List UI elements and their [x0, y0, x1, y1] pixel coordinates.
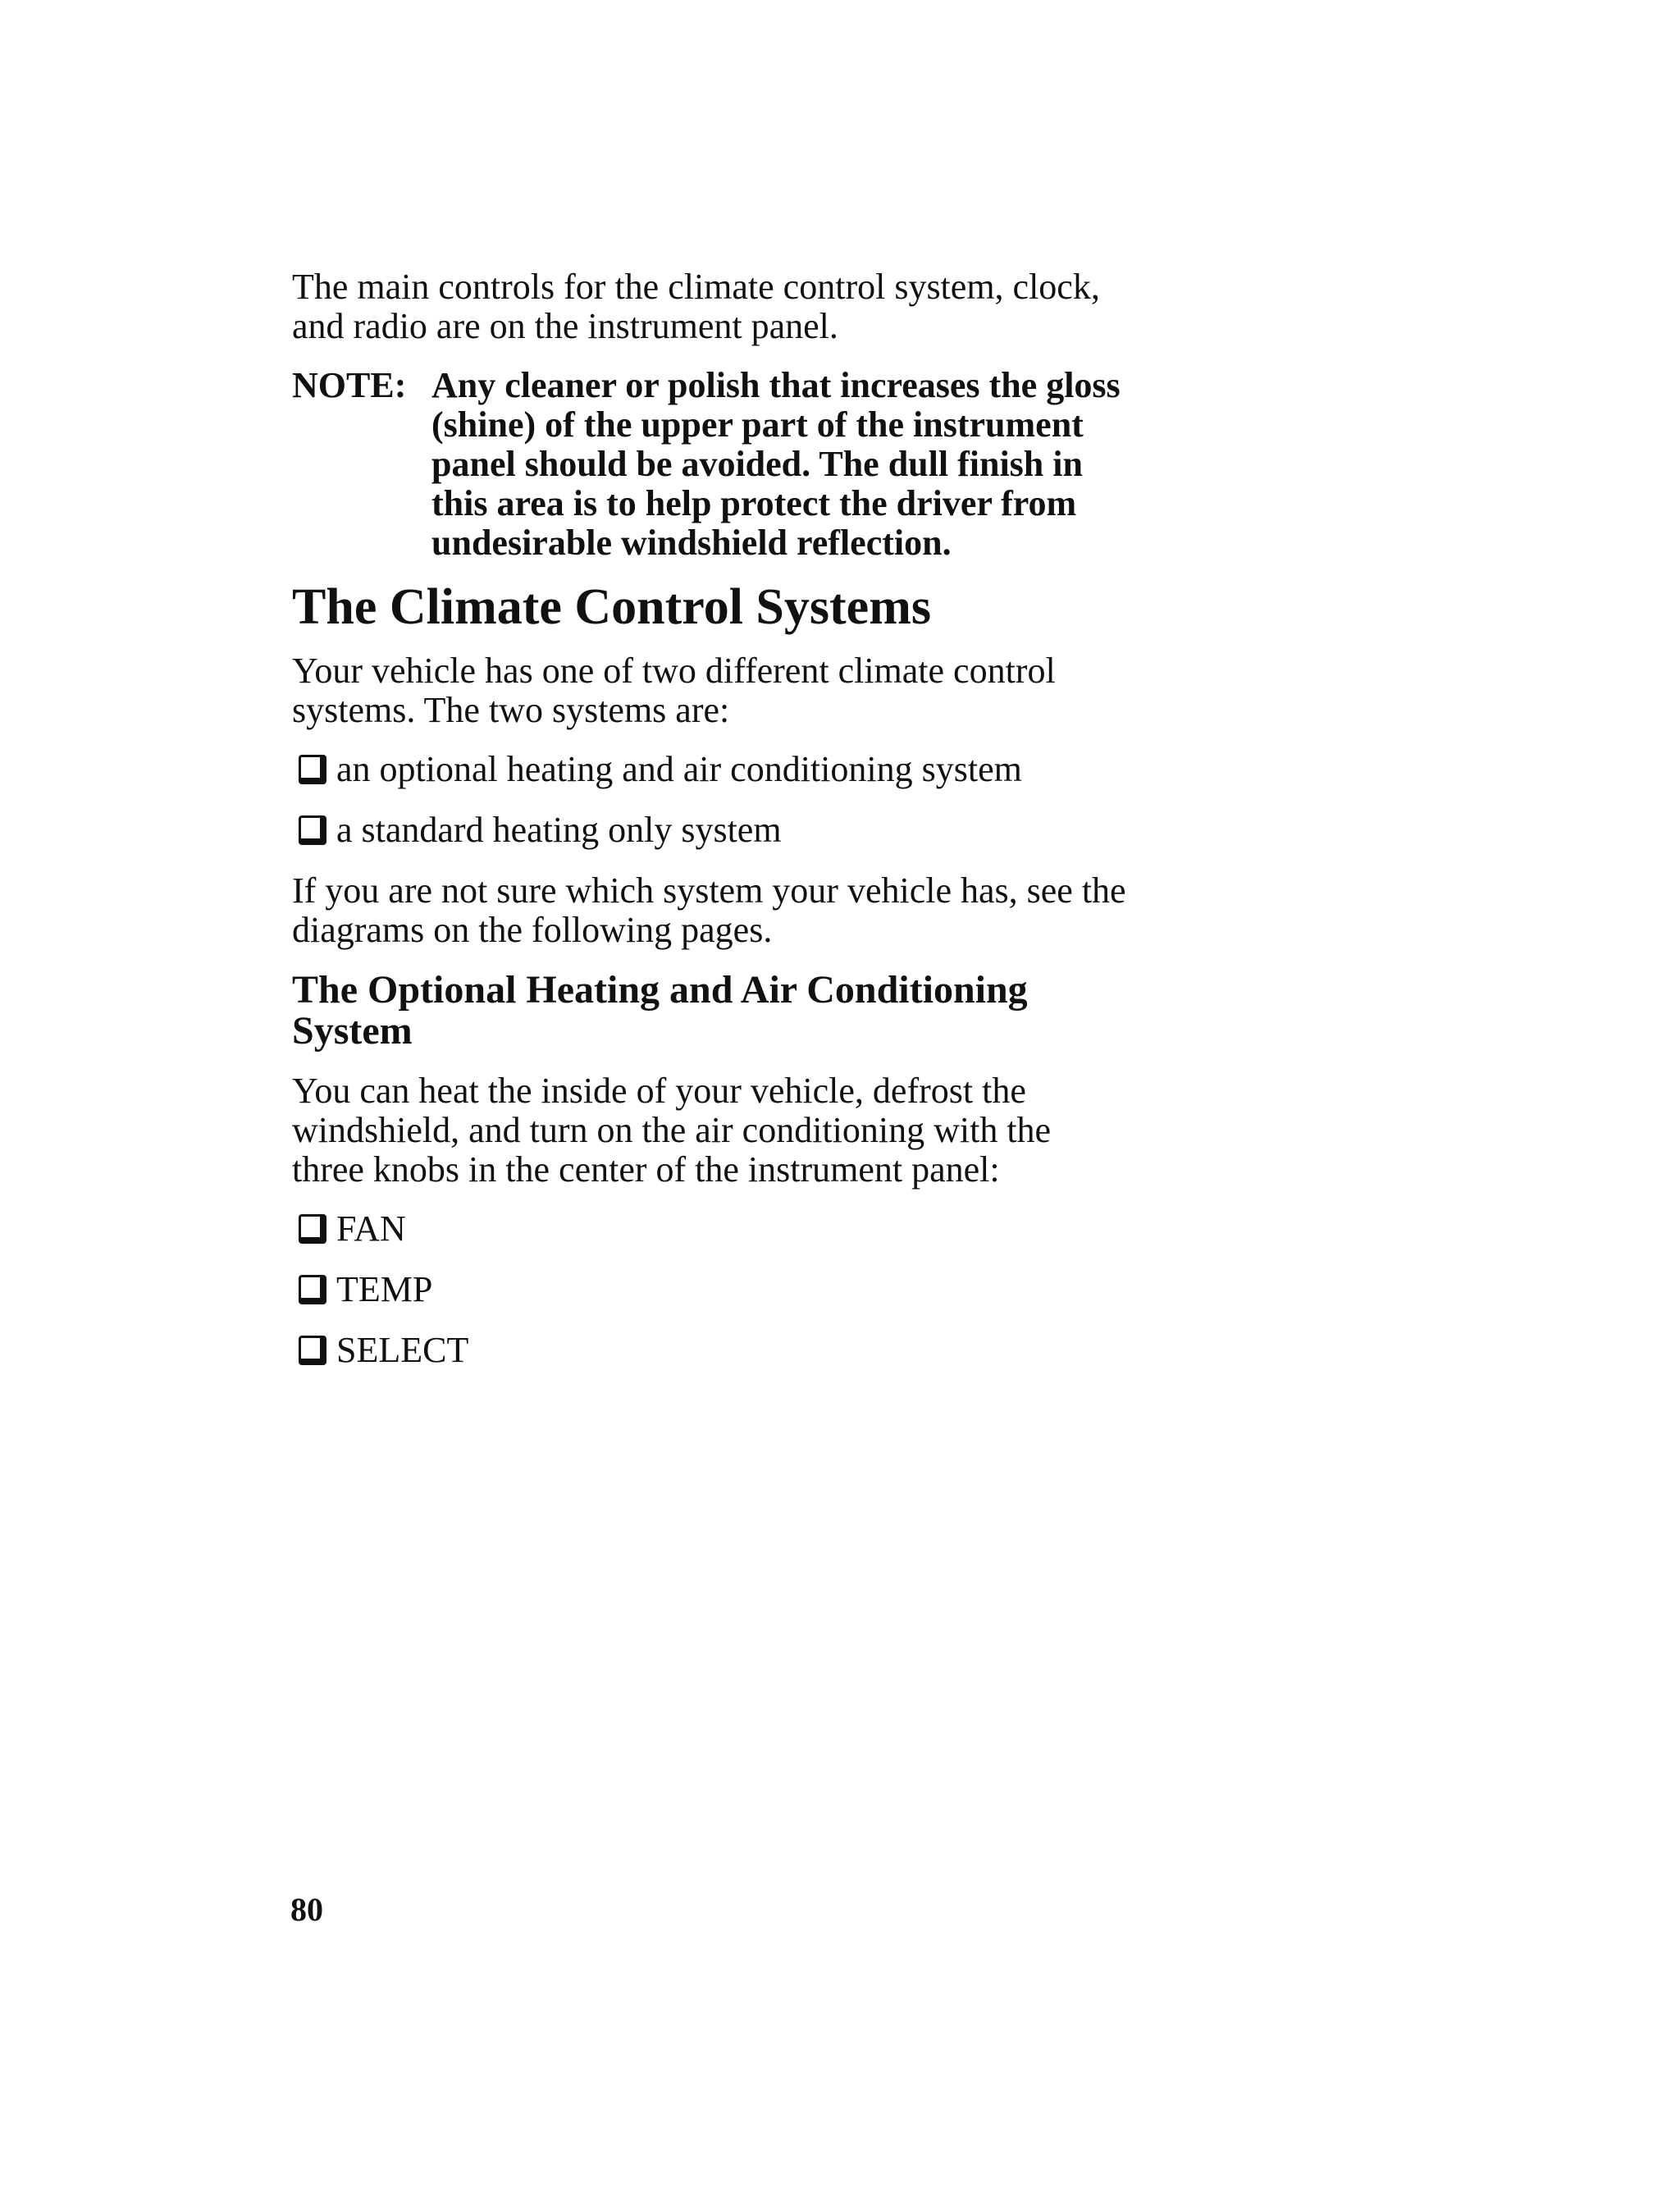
list-item [292, 811, 1129, 850]
list-item-text: an optional heating and air conditioning system [336, 749, 1022, 789]
list-item [292, 1270, 1129, 1309]
checkbox-bullet-icon [299, 755, 326, 784]
page-number: 80 [290, 1891, 323, 1928]
subsection-paragraph: You can heat the inside of your vehicle, defrost the windshield, and turn on the air conditioning with the three knobs in the center of the instrument panel: [292, 1071, 1052, 1190]
subsection-title: The Optional Heating and Air Conditioning System [292, 968, 1028, 1053]
list-item-text: FAN [336, 1208, 406, 1249]
systems-list [292, 750, 1129, 850]
intro-paragraph: The main controls for the climate control system, clock, and radio are on the instrument panel. [292, 267, 1100, 346]
knobs-list [292, 1209, 1129, 1370]
section-title: The Climate Control Systems [292, 579, 931, 635]
note-text: Any cleaner or polish that increases the gloss (shine) of the upper part of the instrument panel should be avoided. The dull finish in this area is to help protect the driver from undesirable windshield reflection. [431, 365, 1121, 563]
list-item [292, 1209, 1129, 1249]
list-item [292, 1331, 1129, 1370]
note-block [292, 366, 1129, 563]
note-label: NOTE: [292, 365, 407, 405]
list-item [292, 750, 1129, 789]
list-item-text: SELECT [336, 1330, 469, 1370]
checkbox-bullet-icon [299, 815, 326, 845]
checkbox-bullet-icon [299, 1336, 326, 1365]
manual-page [292, 267, 1129, 1391]
checkbox-bullet-icon [299, 1214, 326, 1244]
list-item-text: a standard heating only system [336, 810, 782, 850]
checkbox-bullet-icon [299, 1275, 326, 1304]
list-item-text: TEMP [336, 1269, 433, 1309]
systems-intro-paragraph: Your vehicle has one of two different climate control systems. The two systems are: [292, 651, 1056, 730]
systems-followup-paragraph: If you are not sure which system your vehicle has, see the diagrams on the following pages. [292, 870, 1126, 950]
